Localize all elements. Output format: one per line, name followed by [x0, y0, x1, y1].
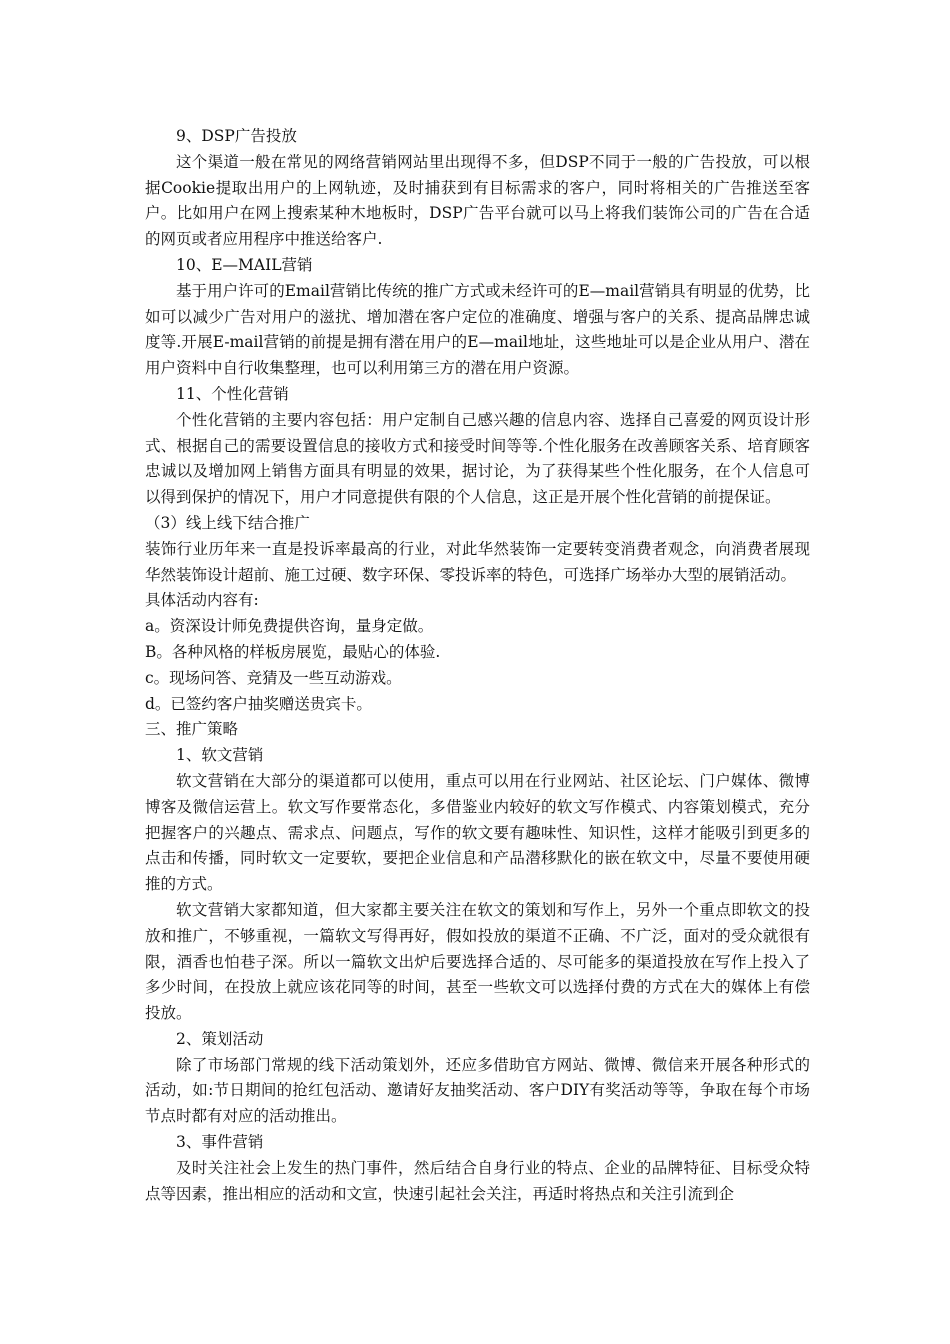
document-body — [145, 124, 810, 1207]
section-heading-personalized: 11、个性化营销 — [176, 384, 289, 403]
paragraph-email: 基于用户许可的Email营销比传统的推广方式或未经许可的E—mail营销具有明显的优势，比如可以减少广告对用户的滋扰、增加潜在客户定位的准确度、增强与客户的关系、提高品牌忠诚度等.开展E-mail营销的前提是拥有潜在用户的E—mail地址，这些地址可以是企业从用户、潜在用户资料中自行收集整理，也可以利用第三方的潜在用户资源。 — [145, 281, 810, 378]
chapter-heading-strategy: 三、推广策略 — [145, 720, 239, 739]
activity-list-item: d。已签约客户抽奖赠送贵宾卡。 — [145, 694, 372, 713]
activity-list-item: c。现场问答、竞猜及一些互动游戏。 — [145, 668, 402, 687]
section-heading-dsp: 9、DSP广告投放 — [176, 127, 297, 145]
activity-list-item: a。资深设计师免费提供咨询，量身定做。 — [145, 617, 434, 636]
paragraph-soft-article-2: 软文营销大家都知道，但大家都主要关注在软文的策划和写作上，另外一个重点即软文的投放和推广，不够重视，一篇软文写得再好，假如投放的渠道不正确、不广泛，面对的受众就很有限，酒香也怕巷子深。所以一篇软文出炉后要选择合适的、尽可能多的渠道投放在写作上投入了多少时间，在投放上就应该花同等的时间，甚至一些软文可以选择付费的方式在大的媒体上有偿投放。 — [145, 900, 810, 1023]
section-heading-activities: 2、策划活动 — [176, 1029, 264, 1048]
section-heading-email: 10、E—MAIL营销 — [176, 255, 313, 274]
paragraph-soft-article-1: 软文营销在大部分的渠道都可以使用，重点可以用在行业网站、社区论坛、门户媒体、微博博客及微信运营上。软文写作要常态化，多借鉴业内较好的软文写作模式、内容策划模式，充分把握客户的兴趣点、需求点、问题点，写作的软文要有趣味性、知识性，这样才能吸引到更多的点击和传播，同时软文一定要软，要把企业信息和产品潜移默化的嵌在软文中，尽量不要使用硬推的方式。 — [145, 771, 810, 894]
subsection-heading-online-offline: （3）线上线下结合推广 — [145, 513, 310, 532]
paragraph-activities: 除了市场部门常规的线下活动策划外，还应多借助官方网站、微博、微信来开展各种形式的活动，如:节日期间的抢红包活动、邀请好友抽奖活动、客户DIY有奖活动等等，争取在每个市场节点时都有对应的活动推出。 — [145, 1055, 810, 1126]
paragraph-personalized: 个性化营销的主要内容包括：用户定制自己感兴趣的信息内容、选择自己喜爱的网页设计形式、根据自己的需要设置信息的接收方式和接受时间等等.个性化服务在改善顾客关系、培育顾客忠诚以及增加网上销售方面具有明显的效果，据讨论，为了获得某些个性化服务，在个人信息可以得到保护的情况下，用户才同意提供有限的个人信息，这正是开展个性化营销的前提保证。 — [145, 410, 810, 507]
paragraph-online-offline: 装饰行业历年来一直是投诉率最高的行业，对此华然装饰一定要转变消费者观念，向消费者展现华然装饰设计超前、施工过硬、数字环保、零投诉率的特色，可选择广场举办大型的展销活动。 — [145, 539, 810, 584]
section-heading-soft-article: 1、软文营销 — [176, 746, 264, 765]
section-heading-event-marketing: 3、事件营销 — [176, 1133, 264, 1152]
activity-list-intro: 具体活动内容有: — [145, 591, 259, 610]
paragraph-event-marketing: 及时关注社会上发生的热门事件，然后结合自身行业的特点、企业的品牌特征、目标受众特点等因素，推出相应的活动和文宣，快速引起社会关注，再适时将热点和关注引流到企 — [145, 1158, 810, 1203]
activity-list-item: B。各种风格的样板房展览，最贴心的体验. — [145, 642, 441, 661]
paragraph-dsp: 这个渠道一般在常见的网络营销网站里出现得不多，但DSP不同于一般的广告投放，可以根据Cookie提取出用户的上网轨迹，及时捕获到有目标需求的客户，同时将相关的广告推送至客户。比如用户在网上搜索某种木地板时，DSP广告平台就可以马上将我们装饰公司的广告在合适的网页或者应用程序中推送给客户. — [145, 152, 810, 249]
